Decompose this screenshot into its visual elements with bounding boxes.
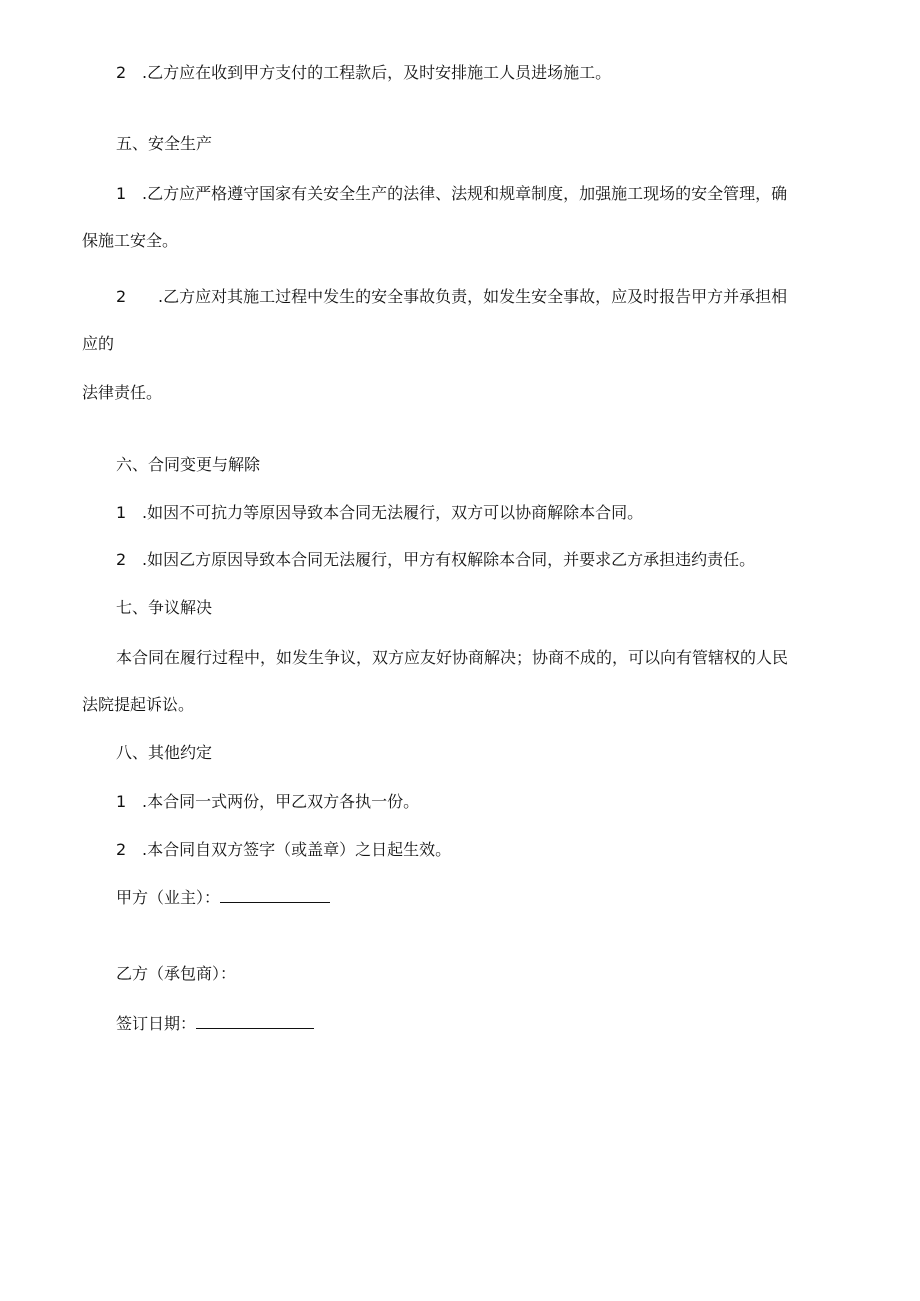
clause-number: 1	[116, 184, 127, 203]
clause-text: .本合同一式两份，甲乙双方各执一份。	[142, 792, 420, 811]
clause-8-2	[116, 840, 451, 860]
clause-number: 1	[116, 503, 127, 522]
clause-number: 2	[116, 840, 127, 859]
clause-number: 2	[116, 63, 127, 82]
section-heading-8: 八、其他约定	[116, 743, 213, 762]
sign-date-label: 签订日期：	[116, 1014, 197, 1033]
dispute-paragraph-continued: 法院提起诉讼。	[82, 695, 195, 714]
clause-text: .乙方应在收到甲方支付的工程款后，及时安排施工人员进场施工。	[142, 63, 612, 82]
party-b-label: 乙方（承包商）：	[116, 964, 237, 983]
clause-5-2-continued: 应的	[82, 334, 115, 353]
clause-8-1	[116, 792, 419, 812]
party-a-blank	[220, 888, 330, 903]
section-heading-6: 六、合同变更与解除	[116, 455, 261, 474]
clause-text: .本合同自双方签字（或盖章）之日起生效。	[142, 840, 452, 859]
clause-number: 1	[116, 792, 127, 811]
section-heading-5: 五、安全生产	[116, 134, 213, 153]
clause-5-1-continued: 保施工安全。	[82, 231, 179, 250]
dispute-paragraph: 本合同在履行过程中，如发生争议，双方应友好协商解决；协商不成的，可以向有管辖权的人民	[116, 648, 789, 667]
sign-date-blank	[196, 1014, 314, 1029]
clause-5-2-continued-2: 法律责任。	[82, 383, 163, 402]
clause-5-1	[116, 184, 787, 204]
clause-text: .如因不可抗力等原因导致本合同无法履行，双方可以协商解除本合同。	[142, 503, 644, 522]
clause-number: 2	[116, 550, 127, 569]
section-heading-7: 七、争议解决	[116, 598, 213, 617]
party-a-signature-line	[116, 888, 330, 908]
clause-text: .乙方应对其施工过程中发生的安全事故负责，如发生安全事故，应及时报告甲方并承担相	[158, 287, 788, 306]
clause-text: .乙方应严格遵守国家有关安全生产的法律、法规和规章制度，加强施工现场的安全管理，确	[142, 184, 788, 203]
party-b-signature-line	[116, 964, 236, 984]
clause-5-2	[116, 287, 787, 307]
party-a-label: 甲方（业主）：	[116, 888, 221, 907]
clause-text: .如因乙方原因导致本合同无法履行，甲方有权解除本合同，并要求乙方承担违约责任。	[142, 550, 756, 569]
clause-6-1	[116, 503, 643, 523]
clause-number: 2	[116, 287, 127, 306]
clause-4-2	[116, 63, 611, 83]
clause-6-2	[116, 550, 755, 570]
sign-date-line	[116, 1014, 314, 1034]
